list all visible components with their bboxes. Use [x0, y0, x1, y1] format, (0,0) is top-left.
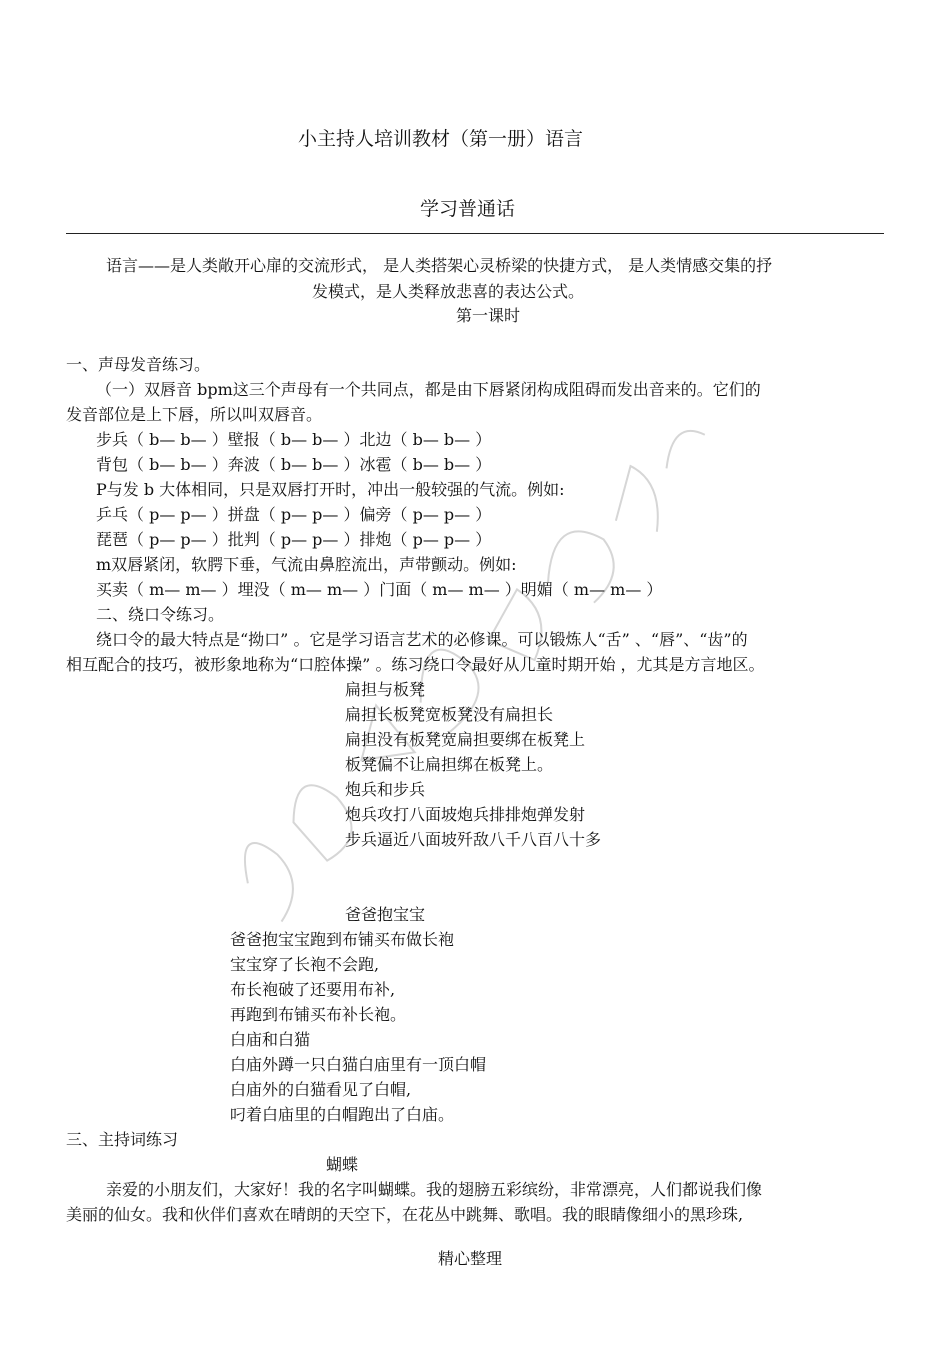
intro-line: 语言——是人类敞开心扉的交流形式， 是人类搭架心灵桥梁的快捷方式， 是人类情感交集的抒	[106, 256, 773, 275]
example-line: 步兵（ b— b— ）壁报（ b— b— ）北边（ b— b— ）	[96, 430, 492, 449]
poem-line: 步兵逼近八面坡歼敌八千八百八十多	[345, 830, 602, 849]
document-subtitle: 学习普通话	[420, 198, 516, 220]
section-heading: 一、声母发音练习。	[66, 355, 211, 374]
poem-title: 爸爸抱宝宝	[345, 905, 426, 924]
paragraph-line: 美丽的仙女。我和伙伴们喜欢在晴朗的天空下，在花丛中跳舞、歌唱。我的眼睛像细小的黑珍珠,	[66, 1205, 744, 1224]
paragraph-line: 相互配合的技巧，被形象地称为“口腔体操” 。练习绕口令最好从儿童时期开始 ，尤其是方言地区。	[66, 655, 765, 674]
section-heading: 二、绕口令练习。	[96, 605, 225, 624]
paragraph-line: 亲爱的小朋友们，大家好！我的名字叫蝴蝶。我的翅膀五彩缤纷，非常漂亮，人们都说我们像	[106, 1180, 763, 1199]
poem-line: 白庙外蹲一只白猫白庙里有一顶白帽	[230, 1055, 487, 1074]
poem-line: 白庙和白猫	[230, 1030, 311, 1049]
example-line: 琵琶（ p— p— ）批判（ p— p— ）排炮（ p— p— ）	[96, 530, 492, 549]
poem-line: 爸爸抱宝宝跑到布铺买布做长袍	[230, 930, 455, 949]
poem-line: 布长袍破了还要用布补,	[230, 980, 396, 999]
poem-line: 扁担长板凳宽板凳没有扁担长	[345, 705, 554, 724]
poem-line: 白庙外的白猫看见了白帽,	[230, 1080, 412, 1099]
paragraph-line: 绕口令的最大特点是“拗口” 。它是学习语言艺术的必修课。可以锻炼人“舌” 、“唇”、“齿”的	[96, 630, 748, 649]
document-title: 小主持人培训教材（第一册）语言	[298, 128, 584, 150]
page-footer: 精心整理	[438, 1249, 503, 1268]
intro-line: 发模式，是人类释放悲喜的表达公式。	[312, 282, 585, 301]
poem-line: 炮兵和步兵	[345, 780, 426, 799]
paragraph-line: 发音部位是上下唇，所以叫双唇音。	[66, 405, 323, 424]
lesson-heading: 第一课时	[456, 306, 521, 325]
paragraph-line: （一）双唇音 bpm这三个声母有一个共同点，都是由下唇紧闭构成阻碍而发出音来的。它们的	[96, 380, 761, 399]
script-title: 蝴蝶	[326, 1155, 359, 1174]
poem-line: 扁担没有板凳宽扁担要绑在板凳上	[345, 730, 586, 749]
poem-line: 板凳偏不让扁担绑在板凳上。	[345, 755, 554, 774]
paragraph-line: P与发 b 大体相同，只是双唇打开时，冲出一般较强的气流。例如:	[96, 480, 565, 499]
example-line: 乒乓（ p— p— ）拼盘（ p— p— ）偏旁（ p— p— ）	[96, 505, 492, 524]
poem-line: 宝宝穿了长袍不会跑,	[230, 955, 380, 974]
paragraph-line: m双唇紧闭，软腭下垂，气流由鼻腔流出，声带颤动。例如:	[96, 555, 517, 574]
poem-line: 扁担与板凳	[345, 680, 426, 699]
section-heading: 三、主持词练习	[66, 1130, 179, 1149]
poem-line: 再跑到布铺买布补长袍。	[230, 1005, 407, 1024]
poem-line: 叼着白庙里的白帽跑出了白庙。	[230, 1105, 455, 1124]
title-divider	[66, 233, 884, 234]
poem-line: 炮兵攻打八面坡炮兵排排炮弹发射	[345, 805, 586, 824]
example-line: 背包（ b— b— ）奔波（ b— b— ）冰雹（ b— b— ）	[96, 455, 492, 474]
example-line: 买卖（ m— m— ）埋没（ m— m— ）门面（ m— m— ）明媚（ m— m— ）	[96, 580, 663, 599]
